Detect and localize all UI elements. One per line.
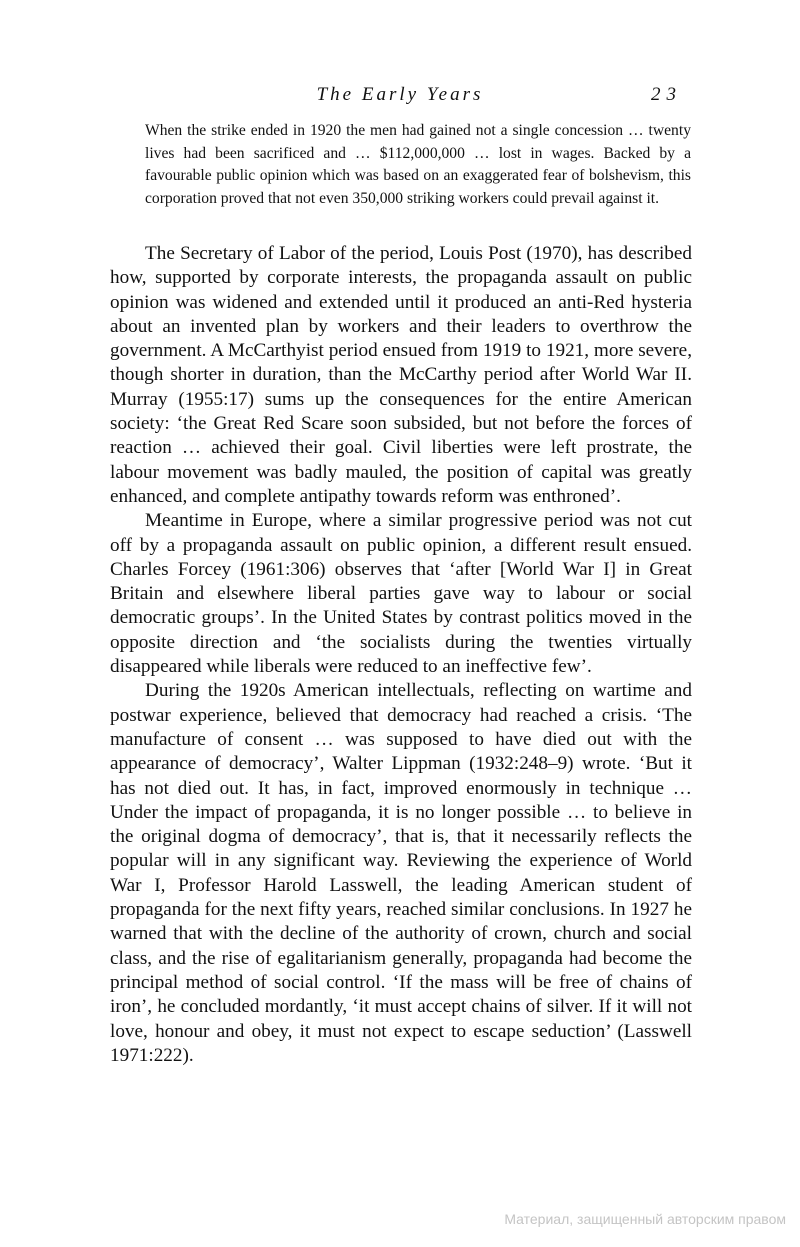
page-number: 23 (651, 84, 682, 105)
running-title: The Early Years (316, 84, 484, 105)
paragraph-3: During the 1920s American intellectuals, reflecting on wartime and postwar experience, believed that democracy had reached a crisis. ‘The manufacture of consent … was supposed to have died out with the appearance of democracy’, Walter Lippman (1932:248–9) wrote. ‘But it has not died out. It has, in fact, improved enormously in technique … Under the impact of propaganda, it is no longer possible … to believe in the original dogma of democracy’, that is, that it necessarily reflects the popular will in any significant way. Reviewing the experience of World War I, Professor Harold Lasswell, the leading American student of propaganda for the next fifty years, reached similar conclusions. In 1927 he warned that with the decline of the authority of crown, church and social class, and the rise of egalitarianism generally, propaganda had become the principal method of social control. ‘If the mass will be free of chains of iron’, he concluded mordantly, ‘it must accept chains of silver. If it will not love, honour and obey, it must not expect to escape seduction’ (Lasswell 1971:222). (110, 680, 692, 1066)
body-text (110, 242, 692, 1068)
copyright-watermark: Материал, защищенный авторским правом (504, 1211, 786, 1227)
running-header (110, 84, 690, 114)
paragraph-2: Meantime in Europe, where a similar progressive period was not cut off by a propaganda assault on public opinion, a different result ensued. Charles Forcey (1961:306) observes that ‘after [World War I] in Great Britain and elsewhere liberal parties gave way to labour or social democratic groups’. In the United States by contrast politics moved in the opposite direction and ‘the socialists during the twenties virtually disappeared while liberals were reduced to an ineffective few’. (110, 510, 692, 678)
block-quote: When the strike ended in 1920 the men had gained not a single concession … twenty lives had been sacrificed and … $112,000,000 … lost in wages. Backed by a favourable public opinion which was based on an exaggerated fear of bolshevism, this corporation proved that not even 350,000 striking workers could prevail against it. (145, 122, 691, 207)
paragraph-1: The Secretary of Labor of the period, Louis Post (1970), has described how, supported by corporate interests, the propaganda assault on public opinion was widened and extended until it produced an anti-Red hysteria about an invented plan by workers and their leaders to overthrow the government. A McCarthyist period ensued from 1919 to 1921, more severe, though shorter in duration, than the McCarthy period after World War II. Murray (1955:17) sums up the consequences for the entire American society: ‘the Great Red Scare soon subsided, but not before the forces of reaction … achieved their goal. Civil liberties were left prostrate, the labour movement was badly mauled, the position of capital was greatly enhanced, and complete antipathy towards reform was enthroned’. (110, 243, 692, 507)
